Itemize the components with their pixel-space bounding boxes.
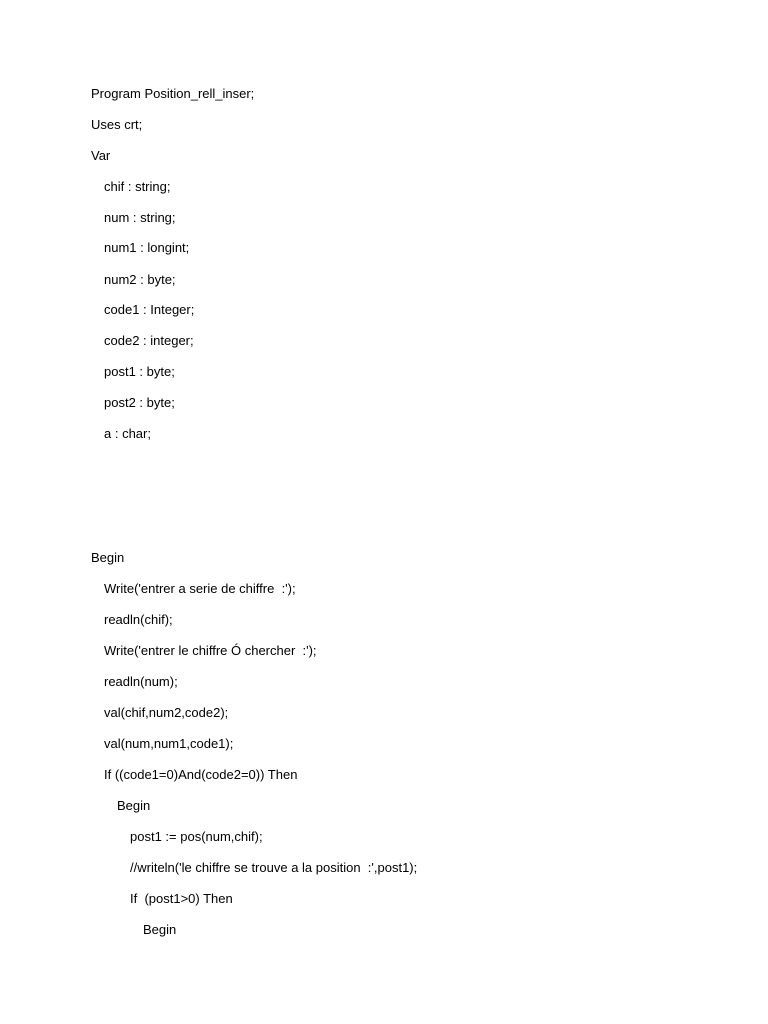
inner-begin-line: Begin [117, 798, 151, 813]
uses-line: Uses crt; [91, 117, 143, 132]
if-post1-line: If (post1>0) Then [130, 891, 233, 906]
var-decl-post2: post2 : byte; [104, 395, 175, 410]
val-num-line: val(num,num1,code1); [104, 736, 234, 751]
assign-post1-line: post1 := pos(num,chif); [130, 829, 263, 844]
var-decl-a: a : char; [104, 426, 151, 441]
var-decl-code1: code1 : Integer; [104, 302, 195, 317]
nested-begin-line: Begin [143, 922, 177, 937]
program-header-line: Program Position_rell_inser; [91, 86, 255, 101]
readln-num-line: readln(num); [104, 674, 178, 689]
main-begin-line: Begin [91, 550, 125, 565]
comment-writeln-line: //writeln('le chiffre se trouve a la position :',post1); [130, 860, 418, 875]
val-chif-line: val(chif,num2,code2); [104, 705, 229, 720]
readln-chif-line: readln(chif); [104, 612, 173, 627]
if-codes-line: If ((code1=0)And(code2=0)) Then [104, 767, 298, 782]
write-prompt-series-line: Write('entrer a serie de chiffre :'); [104, 581, 296, 596]
var-keyword-line: Var [91, 148, 111, 163]
write-prompt-digit-line: Write('entrer le chiffre Ó chercher :'); [104, 643, 317, 658]
var-decl-num1: num1 : longint; [104, 240, 190, 255]
var-decl-num: num : string; [104, 210, 176, 225]
var-decl-chif: chif : string; [104, 179, 171, 194]
var-decl-code2: code2 : integer; [104, 333, 194, 348]
var-decl-post1: post1 : byte; [104, 364, 175, 379]
var-decl-num2: num2 : byte; [104, 272, 176, 287]
